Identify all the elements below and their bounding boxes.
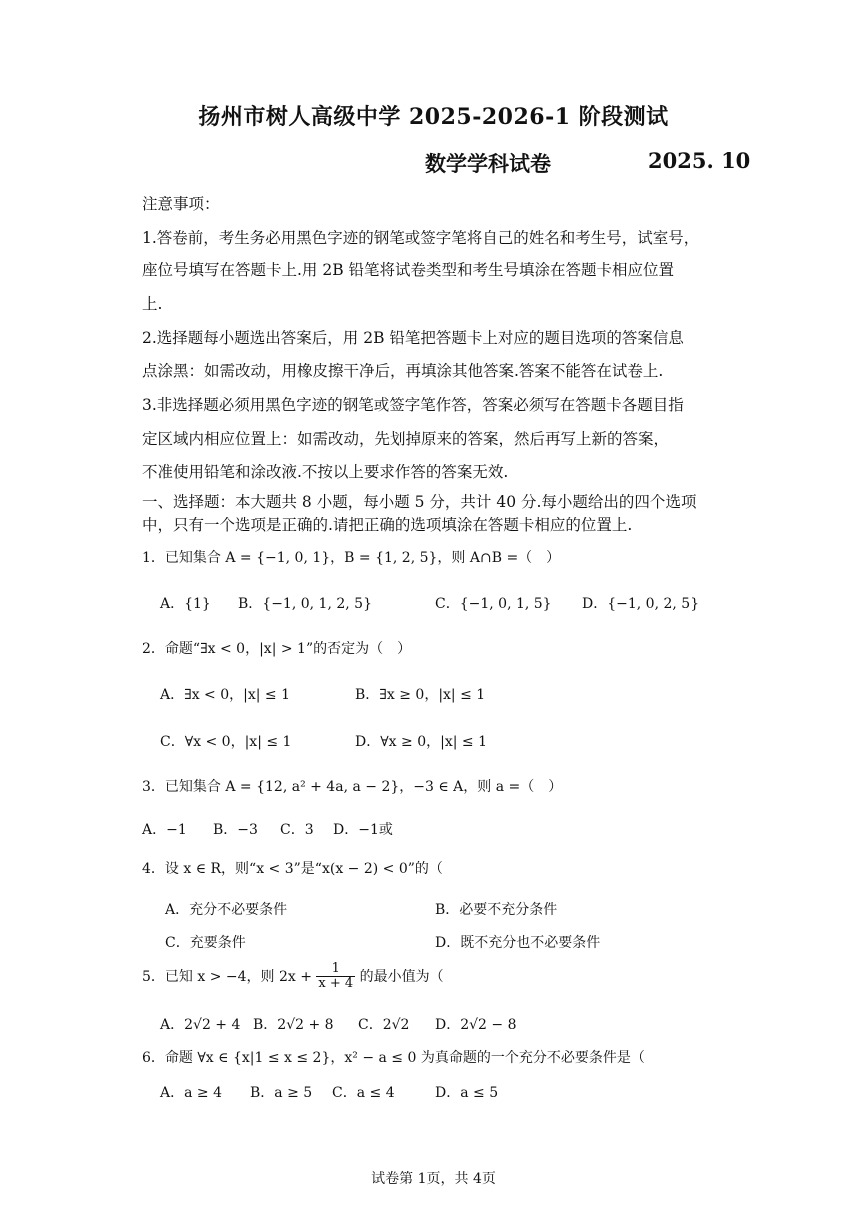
exam-subtitle: 数学学科试卷	[425, 151, 551, 176]
notes-line-6: 3.非选择题必须用黑色字迹的钢笔或签字笔作答，答案必须写在答题卡各题目指	[142, 396, 684, 414]
notes-line-1: 1.答卷前，考生务必用黑色字迹的钢笔或签字笔将自己的姓名和考生号，试室号，	[142, 229, 700, 247]
q4-option-a: A．充分不必要条件	[165, 902, 288, 918]
q3-option-b: B．−3	[213, 822, 258, 838]
q6-option-a: A．a ≥ 4	[160, 1085, 222, 1101]
q3-option-a: A．−1	[142, 822, 187, 838]
q1-stem: 1．已知集合 A = {−1, 0, 1}，B = {1, 2, 5}，则 A∩B =（ ）	[142, 550, 561, 566]
q4-option-b: B．必要不充分条件	[435, 902, 558, 918]
q4-stem: 4．设 x ∈ R，则“x < 3”是“x(x − 2) < 0”的（	[142, 861, 443, 877]
notes-line-8: 不准使用铅笔和涂改液.不按以上要求作答的答案无效.	[142, 463, 509, 481]
notes-heading: 注意事项：	[142, 195, 220, 213]
q5-stem-suffix: 的最小值为（	[359, 968, 444, 985]
q3-option-c: C．3	[280, 822, 314, 838]
q6-option-c: C．a ≤ 4	[332, 1085, 395, 1101]
q5-fraction	[316, 962, 355, 992]
q2-stem: 2．命题“∃x < 0，|x| > 1”的否定为（ ）	[142, 641, 412, 657]
notes-line-7: 定区域内相应位置上：如需改动，先划掉原来的答案，然后再写上新的答案，	[142, 430, 670, 448]
q2-option-a: A．∃x < 0，|x| ≤ 1	[160, 687, 291, 703]
notes-line-3: 上.	[142, 295, 163, 313]
q1-option-a: A．{1}	[160, 596, 211, 612]
q1-option-b: B．{−1, 0, 1, 2, 5}	[238, 596, 372, 612]
q1-option-c: C．{−1, 0, 1, 5}	[435, 596, 552, 612]
q5-option-d: D．2√2 − 8	[435, 1017, 517, 1033]
q5-fraction-numerator: 1	[316, 962, 355, 977]
q5-fraction-denominator: x + 4	[318, 976, 354, 992]
q4-option-d: D．既不充分也不必要条件	[435, 935, 601, 951]
q3-option-d: D．−1或	[333, 822, 393, 838]
q4-option-c: C．充要条件	[165, 935, 246, 951]
q2-option-d: D．∀x ≥ 0，|x| ≤ 1	[355, 734, 487, 750]
q6-option-b: B．a ≥ 5	[250, 1085, 313, 1101]
q6-option-d: D．a ≤ 5	[435, 1085, 499, 1101]
section1-line-1: 一、选择题：本大题共 8 小题，每小题 5 分，共计 40 分.每小题给出的四个选项	[142, 493, 697, 511]
q2-option-c: C．∀x < 0，|x| ≤ 1	[160, 734, 292, 750]
q5-option-b: B．2√2 + 8	[253, 1017, 334, 1033]
page-footer: 试卷第 1页，共 4页	[371, 1171, 496, 1187]
notes-line-5: 点涂黑：如需改动，用橡皮擦干净后，再填涂其他答案.答案不能答在试卷上.	[142, 362, 664, 380]
notes-line-2: 座位号填写在答题卡上.用 2B 铅笔将试卷类型和考生号填涂在答题卡相应位置	[142, 261, 675, 279]
q5-option-c: C．2√2	[358, 1017, 410, 1033]
exam-title: 扬州市树人高级中学 2025-2026-1 阶段测试	[198, 104, 669, 130]
notes-line-4: 2.选择题每小题选出答案后，用 2B 铅笔把答题卡上对应的题目选项的答案信息	[142, 329, 684, 347]
q5-stem	[142, 962, 444, 992]
q5-stem-prefix: 5．已知 x > −4，则 2x +	[142, 968, 312, 985]
exam-date: 2025. 10	[648, 148, 751, 173]
q3-stem: 3．已知集合 A = {12, a² + 4a, a − 2}，−3 ∈ A，则 a =（ ）	[142, 779, 563, 795]
q2-option-b: B．∃x ≥ 0，|x| ≤ 1	[355, 687, 486, 703]
q6-stem: 6．命题 ∀x ∈ {x|1 ≤ x ≤ 2}，x² − a ≤ 0 为真命题的一个充分不必要条件是（	[142, 1050, 645, 1066]
q5-option-a: A．2√2 + 4	[160, 1017, 241, 1033]
q1-option-d: D．{−1, 0, 2, 5}	[582, 596, 700, 612]
section1-line-2: 中，只有一个选项是正确的.请把正确的选项填涂在答题卡相应的位置上.	[142, 516, 633, 534]
